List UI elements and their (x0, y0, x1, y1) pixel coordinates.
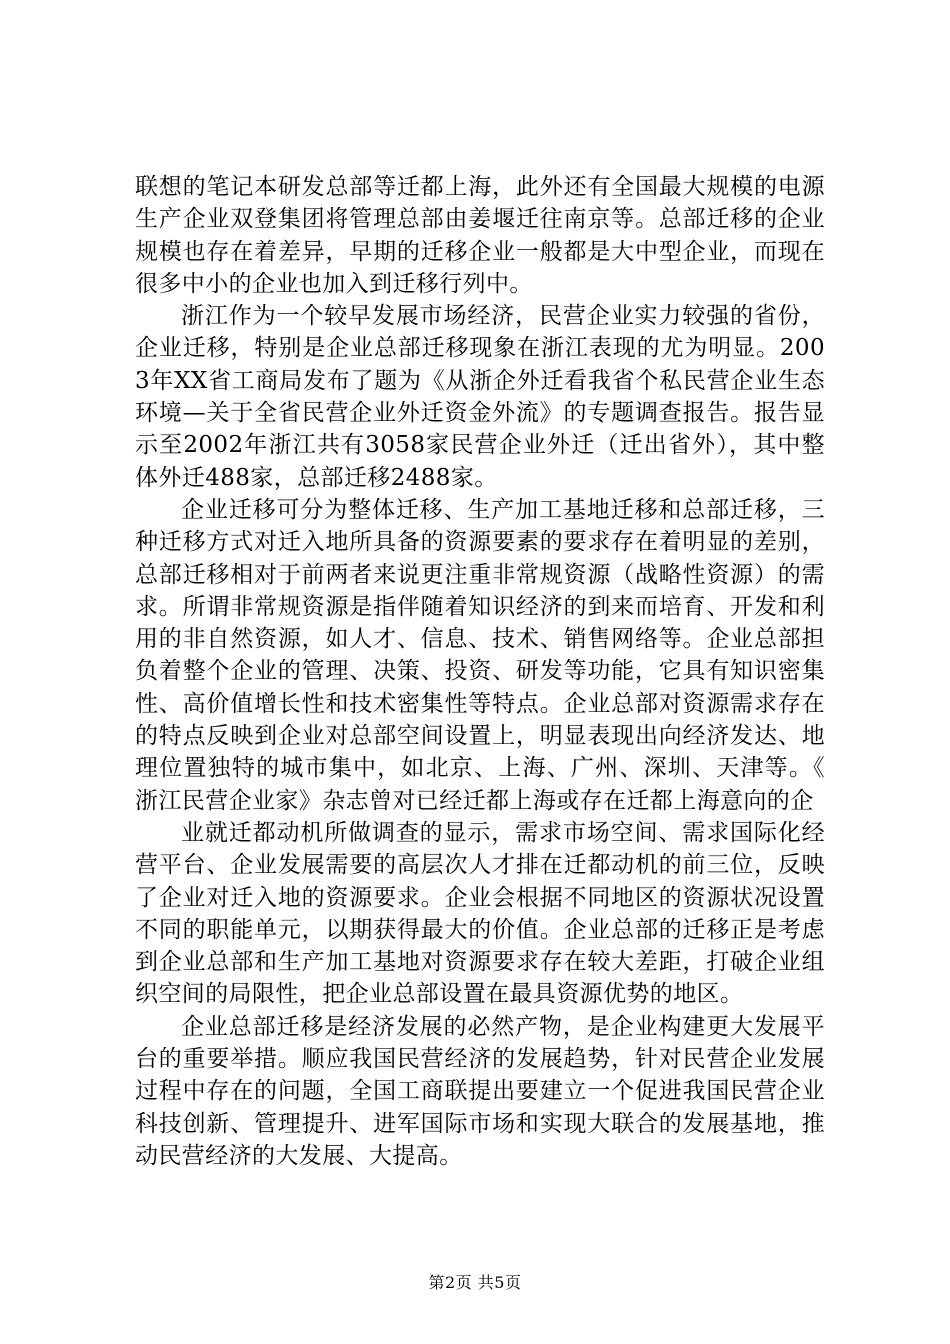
page-footer (0, 1273, 950, 1293)
paragraph-1: 联想的笔记本研发总部等迁都上海，此外还有全国最大规模的电源生产企业双登集团将管理总部由姜堰迁往南京等。总部迁移的企业规模也存在着差异，早期的迁移企业一般都是大中型企业，而现在很多中小的企业也加入到迁移行列中。 (135, 174, 825, 297)
page-number: 第2页 共5页 (428, 1273, 522, 1292)
paragraph-3: 企业迁移可分为整体迁移、生产加工基地迁移和总部迁移，三种迁移方式对迁入地所具备的资源要素的要求存在着明显的差别，总部迁移相对于前两者来说更注重非常规资源（战略性资源）的需求。所谓非常规资源是指伴随着知识经济的到来而培育、开发和利用的非自然资源，如人才、信息、技术、销售网络等。企业总部担负着整个企业的管理、决策、投资、研发等功能，它具有知识密集性、高价值增长性和技术密集性等特点。企业总部对资源需求存在的特点反映到企业对总部空间设置上，明显表现出向经济发达、地理位置独特的城市集中，如北京、上海、广州、深圳、天津等。《浙江民营企业家》杂志曾对已经迁都上海或存在迁都上海意向的企 (135, 496, 825, 814)
paragraph-4: 业就迁都动机所做调查的显示，需求市场空间、需求国际化经营平台、企业发展需要的高层次人才排在迁都动机的前三位，反映了企业对迁入地的资源要求。企业会根据不同地区的资源状况设置不同的职能单元，以期获得最大的价值。企业总部的迁移正是考虑到企业总部和生产加工基地对资源要求存在较大差距，打破企业组织空间的局限性，把企业总部设置在最具资源优势的地区。 (135, 819, 825, 1008)
paragraph-2: 浙江作为一个较早发展市场经济，民营企业实力较强的省份，企业迁移，特别是企业总部迁移现象在浙江表现的尤为明显。2003年XX省工商局发布了题为《从浙企外迁看我省个私民营企业生态环境—关于全省民营企业外迁资金外流》的专题调查报告。报告显示至2002年浙江共有3058家民营企业外迁（迁出省外），其中整体外迁488家，总部迁移2488家。 (135, 303, 825, 491)
document-body (135, 171, 825, 1172)
paragraph-5: 企业总部迁移是经济发展的必然产物，是企业构建更大发展平台的重要举措。顺应我国民营经济的发展趋势，针对民营企业发展过程中存在的问题，全国工商联提出要建立一个促进我国民营企业科技创新、管理提升、进军国际市场和实现大联合的发展基地，推动民营经济的大发展、大提高。 (135, 1013, 825, 1169)
